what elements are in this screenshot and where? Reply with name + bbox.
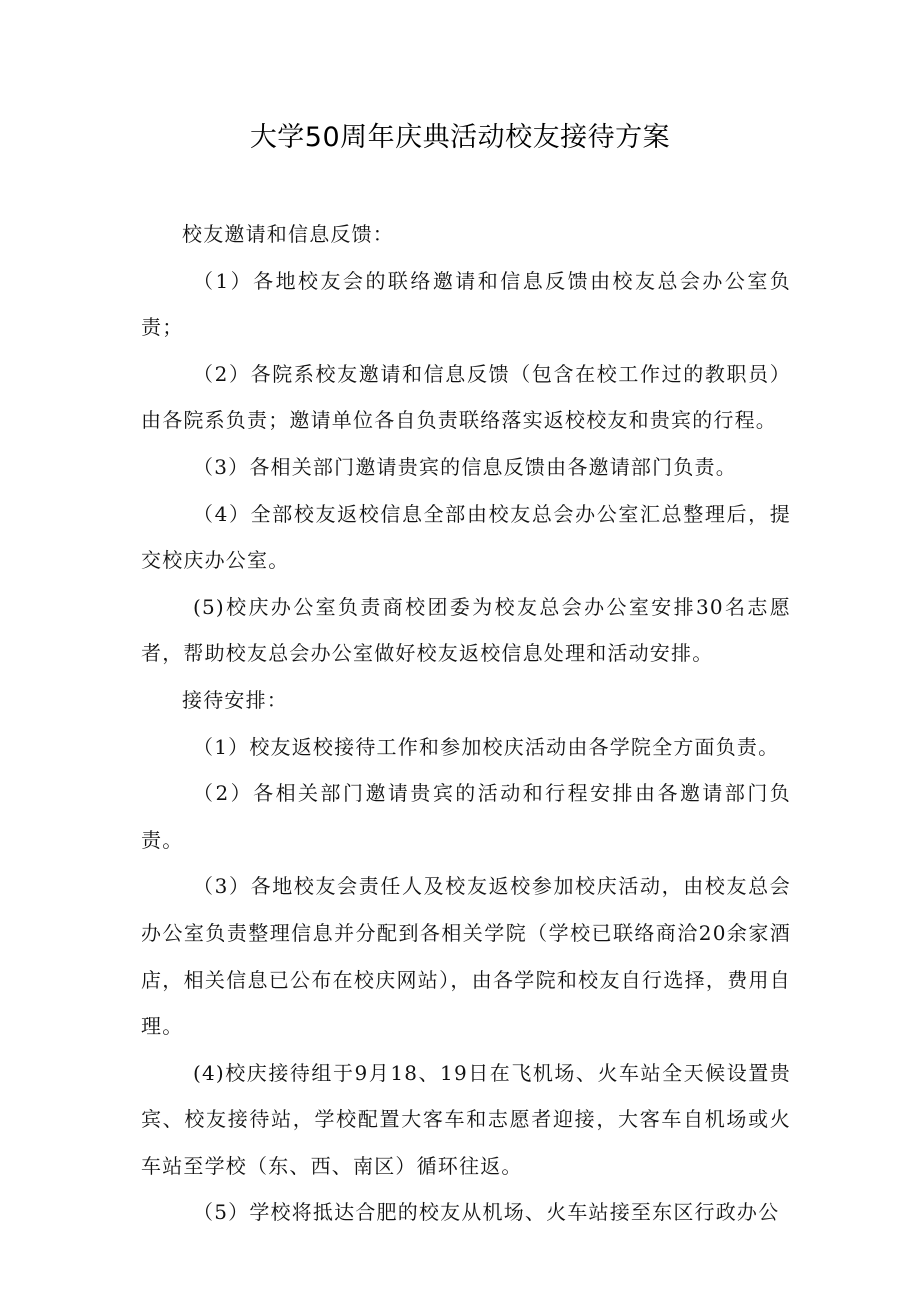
paragraph: (4)校庆接待组于9月18、19日在飞机场、火车站全天候设置贵宾、校友接待站，学校配置大客车和志愿者迎接，大客车自机场或火车站至学校（东、西、南区）循环往返。	[141, 1060, 791, 1178]
page-title: 大学50周年庆典活动校友接待方案	[249, 122, 671, 153]
paragraph: （2）各相关部门邀请贵宾的活动和行程安排由各邀请部门负责。	[141, 781, 791, 852]
paragraph: （4）全部校友返校信息全部由校友总会办公室汇总整理后，提交校庆办公室。	[141, 501, 791, 573]
section-heading-invitation: 校友邀请和信息反馈：	[182, 222, 394, 246]
paragraph: （5）学校将抵达合肥的校友从机场、火车站接至东区行政办公	[193, 1200, 780, 1225]
section-heading-reception: 接待安排：	[182, 687, 288, 712]
paragraph: （3）各地校友会责任人及校友返校参加校庆活动，由校友总会办公室负责整理信息并分配到各相关学院（学校已联络商洽20余家酒店，相关信息已公布在校庆网站），由各学院和校友自行选择，费用自理。	[141, 874, 791, 1039]
document-body	[141, 211, 791, 1236]
paragraph: （1）校友返校接待工作和参加校庆活动由各学院全方面负责。	[193, 734, 780, 759]
paragraph: (5)校庆办公室负责商校团委为校友总会办公室安排30名志愿者，帮助校友总会办公室做好校友返校信息处理和活动安排。	[141, 594, 791, 666]
paragraph: （2）各院系校友邀请和信息反馈（包含在校工作过的教职员）由各院系负责；邀请单位各自负责联络落实返校校友和贵宾的行程。	[141, 361, 791, 433]
paragraph: （3）各相关部门邀请贵宾的信息反馈由各邀请部门负责。	[193, 454, 737, 479]
paragraph: （1）各地校友会的联络邀请和信息反馈由校友总会办公室负责；	[141, 268, 791, 340]
